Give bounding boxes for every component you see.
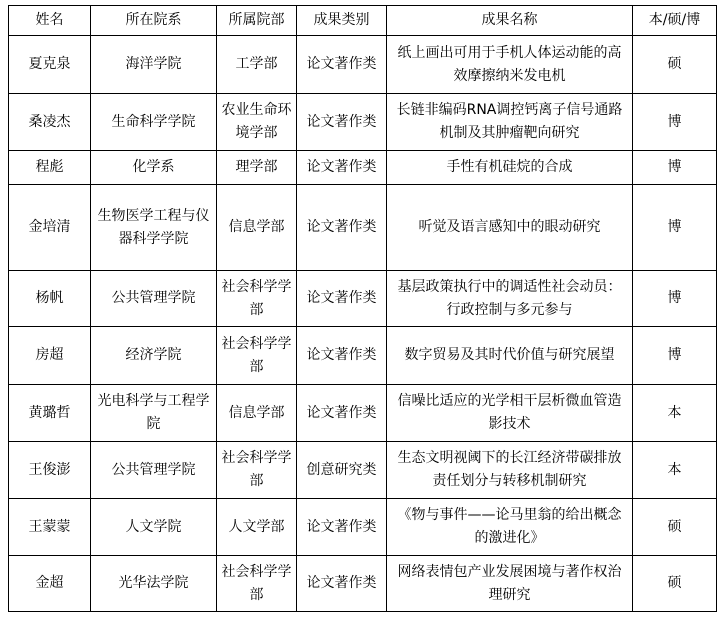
cell-degree: 本 [633, 385, 717, 442]
table-row [9, 94, 717, 151]
cell-category: 论文著作类 [297, 36, 387, 94]
cell-title: 长链非编码RNA调控钙离子信号通路机制及其肿瘤靶向研究 [387, 94, 633, 151]
cell-title: 手性有机硅烷的合成 [387, 151, 633, 185]
table-row [9, 442, 717, 499]
header-department: 所在院系 [91, 6, 217, 36]
cell-name: 王蒙蒙 [9, 499, 91, 556]
cell-title: 信噪比适应的光学相干层析微血管造影技术 [387, 385, 633, 442]
cell-name: 程彪 [9, 151, 91, 185]
cell-department: 经济学院 [91, 327, 217, 385]
cell-degree: 博 [633, 327, 717, 385]
cell-title: 听觉及语言感知中的眼动研究 [387, 185, 633, 271]
cell-name: 桑凌杰 [9, 94, 91, 151]
header-faculty: 所属院部 [217, 6, 297, 36]
table-row [9, 499, 717, 556]
cell-title: 《物与事件——论马里翁的给出概念的激进化》 [387, 499, 633, 556]
cell-category: 创意研究类 [297, 442, 387, 499]
cell-department: 生物医学工程与仪器科学学院 [91, 185, 217, 271]
cell-category: 论文著作类 [297, 499, 387, 556]
cell-department: 公共管理学院 [91, 271, 217, 327]
cell-faculty: 社会科学学部 [217, 442, 297, 499]
cell-category: 论文著作类 [297, 271, 387, 327]
cell-title: 纸上画出可用于手机人体运动能的高效摩擦纳米发电机 [387, 36, 633, 94]
cell-name: 杨帆 [9, 271, 91, 327]
cell-degree: 博 [633, 151, 717, 185]
cell-faculty: 信息学部 [217, 185, 297, 271]
cell-department: 化学系 [91, 151, 217, 185]
table-row [9, 271, 717, 327]
cell-title: 数字贸易及其时代价值与研究展望 [387, 327, 633, 385]
cell-name: 夏克泉 [9, 36, 91, 94]
cell-title: 基层政策执行中的调适性社会动员：行政控制与多元参与 [387, 271, 633, 327]
results-table [8, 5, 717, 612]
table-header-row [9, 6, 717, 36]
cell-name: 金超 [9, 556, 91, 612]
cell-department: 生命科学学院 [91, 94, 217, 151]
cell-department: 海洋学院 [91, 36, 217, 94]
cell-faculty: 社会科学学部 [217, 556, 297, 612]
table-row [9, 327, 717, 385]
cell-category: 论文著作类 [297, 94, 387, 151]
cell-name: 房超 [9, 327, 91, 385]
cell-department: 光华法学院 [91, 556, 217, 612]
cell-degree: 硕 [633, 36, 717, 94]
cell-faculty: 理学部 [217, 151, 297, 185]
cell-department: 人文学院 [91, 499, 217, 556]
table-row [9, 151, 717, 185]
cell-category: 论文著作类 [297, 185, 387, 271]
cell-name: 王俊澎 [9, 442, 91, 499]
cell-faculty: 信息学部 [217, 385, 297, 442]
cell-category: 论文著作类 [297, 556, 387, 612]
table-row [9, 556, 717, 612]
table-row [9, 385, 717, 442]
cell-department: 光电科学与工程学院 [91, 385, 217, 442]
cell-degree: 本 [633, 442, 717, 499]
header-title: 成果名称 [387, 6, 633, 36]
cell-degree: 博 [633, 185, 717, 271]
header-name: 姓名 [9, 6, 91, 36]
cell-category: 论文著作类 [297, 151, 387, 185]
cell-degree: 硕 [633, 499, 717, 556]
header-category: 成果类别 [297, 6, 387, 36]
cell-degree: 博 [633, 94, 717, 151]
cell-title: 网络表情包产业发展困境与著作权治理研究 [387, 556, 633, 612]
cell-faculty: 人文学部 [217, 499, 297, 556]
cell-name: 黄璐哲 [9, 385, 91, 442]
cell-category: 论文著作类 [297, 327, 387, 385]
cell-faculty: 工学部 [217, 36, 297, 94]
header-degree: 本/硕/博 [633, 6, 717, 36]
cell-category: 论文著作类 [297, 385, 387, 442]
cell-title: 生态文明视阈下的长江经济带碳排放责任划分与转移机制研究 [387, 442, 633, 499]
cell-degree: 博 [633, 271, 717, 327]
cell-name: 金培清 [9, 185, 91, 271]
cell-faculty: 农业生命环境学部 [217, 94, 297, 151]
cell-department: 公共管理学院 [91, 442, 217, 499]
table-row [9, 36, 717, 94]
table-row [9, 185, 717, 271]
cell-faculty: 社会科学学部 [217, 327, 297, 385]
results-table-container [8, 5, 717, 612]
cell-degree: 硕 [633, 556, 717, 612]
cell-faculty: 社会科学学部 [217, 271, 297, 327]
